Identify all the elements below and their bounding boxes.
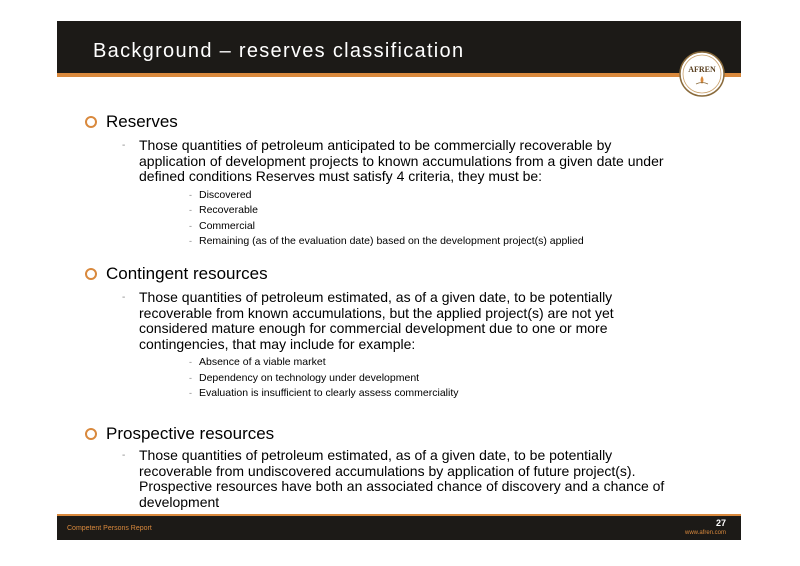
footer-report-name: Competent Persons Report — [67, 525, 152, 532]
list-item: - Evaluation is insufficient to clearly assess commerciality — [189, 387, 459, 399]
footer-bar — [57, 516, 741, 540]
text-line: development — [139, 493, 220, 510]
subitem-list — [189, 355, 735, 402]
text-line: recoverable from known accumulations, but the applied project(s) are not yet — [139, 304, 614, 321]
page-number: 27 — [715, 518, 726, 528]
list-item: - Discovered — [189, 188, 252, 201]
page-title: Background – reserves classification — [93, 40, 465, 62]
subitem-list — [189, 188, 735, 250]
afren-logo — [679, 51, 725, 97]
section-heading — [85, 262, 735, 286]
header-accent-line — [57, 73, 741, 77]
section-text — [122, 137, 739, 185]
list-item: - Dependency on technology under development — [189, 371, 420, 384]
dash-bullet-icon: - — [122, 450, 126, 461]
text-line: Those quantities of petroleum estimated, as of a given date, to be potentially — [139, 289, 613, 305]
section-prospective-resources — [85, 422, 735, 510]
section-text — [122, 289, 739, 352]
ring-bullet-icon — [85, 268, 97, 280]
dash-bullet-icon: - — [122, 140, 126, 151]
content — [85, 110, 735, 510]
text-line: application of development projects to known accumulations from a given date under — [139, 152, 664, 169]
text-line: considered mature enough for commercial development due to one or more — [139, 320, 608, 336]
list-item: - Remaining (as of the evaluation date) based on the development project(s) applied — [189, 235, 584, 247]
heading-text: Prospective resources — [106, 424, 275, 443]
text-line: Those quantities of petroleum estimated, as of a given date, to be potentially — [139, 447, 613, 463]
list-item: - Commercial — [189, 219, 256, 232]
section-reserves — [85, 110, 735, 250]
ring-bullet-icon — [85, 428, 97, 440]
ring-bullet-icon — [85, 116, 97, 128]
text-line: contingencies, that may include for example: — [139, 335, 416, 352]
text-line: defined conditions Reserves must satisfy 4 criteria, they must be: — [139, 168, 543, 184]
logo-text: AFREN — [688, 65, 716, 74]
text-line: Those quantities of petroleum anticipated to be commercially recoverable by — [139, 137, 612, 153]
heading-text: Reserves — [106, 112, 178, 131]
section-contingent-resources — [85, 262, 735, 410]
list-item: - Absence of a viable market — [189, 356, 326, 368]
section-text — [122, 447, 739, 510]
heading-text: Contingent resources — [106, 264, 268, 283]
footer-url: www.afren.com — [684, 530, 726, 536]
section-heading — [85, 110, 735, 134]
text-line: recoverable from undiscovered accumulations by application of future project(s). — [139, 462, 636, 479]
section-heading — [85, 422, 735, 446]
list-item: - Recoverable — [189, 204, 258, 216]
text-line: Prospective resources have both an associated chance of discovery and a chance of — [139, 478, 665, 494]
dash-bullet-icon: - — [122, 292, 126, 303]
